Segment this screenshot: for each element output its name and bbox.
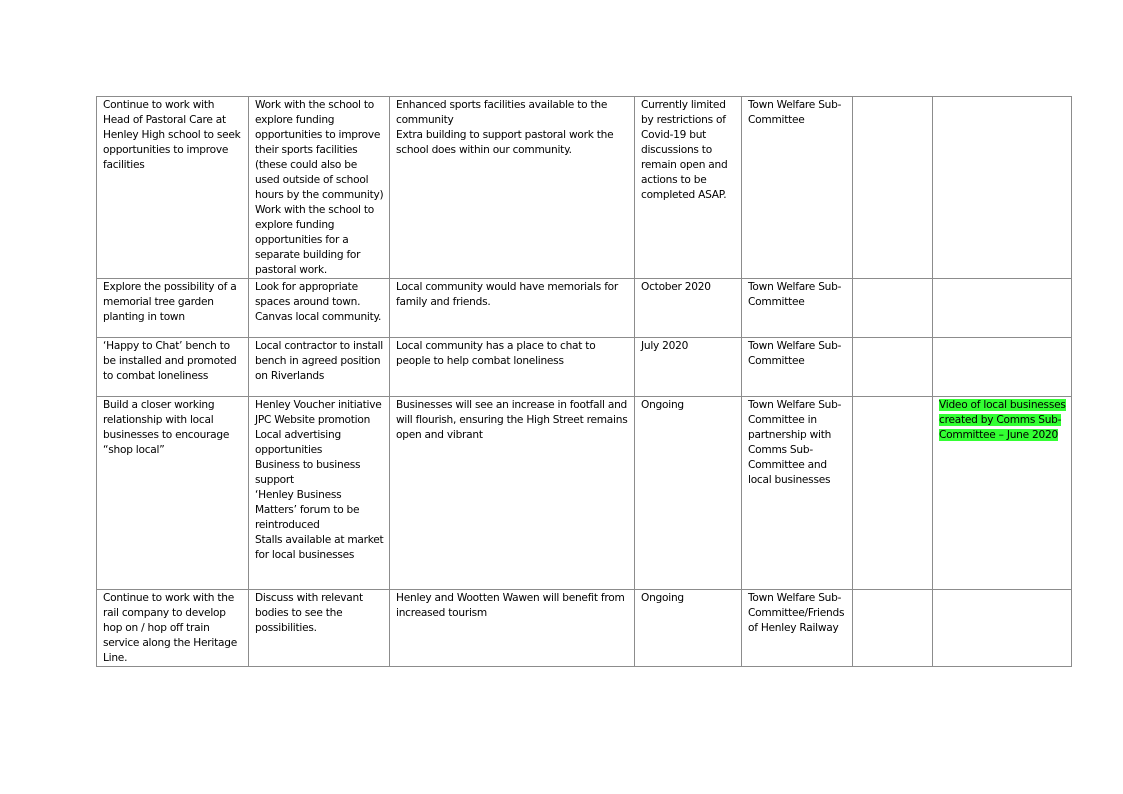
objective-cell: ‘Happy to Chat’ bench to be installed and promoted to combat loneliness [97, 338, 249, 397]
responsible-cell: Town Welfare Sub-Committee in partnership with Comms Sub-Committee and local businesses [742, 397, 853, 590]
responsible-cell: Town Welfare Sub-Committee [742, 338, 853, 397]
action-line: ‘Henley Business Matters’ forum to be reintroduced [255, 489, 360, 531]
actions-cell [249, 279, 390, 338]
timescale-cell: Ongoing [635, 397, 742, 590]
responsible-cell: Town Welfare Sub-Committee/Friends of Henley Railway [742, 590, 853, 667]
actions-cell [249, 397, 390, 590]
outcomes-cell [390, 97, 635, 279]
action-line: Henley Voucher initiative [255, 399, 382, 411]
action-line: Look for appropriate spaces around town. [255, 281, 361, 308]
outcome-line: Local community would have memorials for family and friends. [396, 281, 619, 308]
timescale-cell: Ongoing [635, 590, 742, 667]
empty-cell [853, 397, 933, 590]
actions-cell [249, 97, 390, 279]
responsible-cell: Town Welfare Sub-Committee [742, 279, 853, 338]
action-line: Stalls available at market for local businesses [255, 534, 384, 561]
action-line: Local advertising opportunities [255, 429, 341, 456]
table-row [97, 338, 1072, 397]
outcomes-cell [390, 338, 635, 397]
outcome-line: Enhanced sports facilities available to the community [396, 99, 608, 126]
table-row [97, 279, 1072, 338]
actions-cell [249, 590, 390, 667]
action-plan-table [96, 96, 1072, 667]
action-line: Work with the school to explore funding opportunities to improve their sports facilities (these could also be used outside of school hours by the community) [255, 99, 384, 201]
action-line: Business to business support [255, 459, 361, 486]
objective-cell: Continue to work with the rail company to develop hop on / hop off train service along the Heritage Line. [97, 590, 249, 667]
action-line: Local contractor to install bench in agreed position on Riverlands [255, 340, 383, 382]
empty-cell [853, 590, 933, 667]
outcome-line: Businesses will see an increase in footfall and will flourish, ensuring the High Street remains open and vibrant [396, 399, 628, 441]
progress-cell [933, 590, 1072, 667]
timescale-cell: October 2020 [635, 279, 742, 338]
progress-cell [933, 397, 1072, 590]
responsible-cell: Town Welfare Sub-Committee [742, 97, 853, 279]
action-line: Work with the school to explore funding opportunities for a separate building for pastoral work. [255, 204, 375, 276]
action-line: JPC Website promotion [255, 414, 371, 426]
progress-cell [933, 338, 1072, 397]
table-row [97, 590, 1072, 667]
empty-cell [853, 97, 933, 279]
objective-cell: Build a closer working relationship with local businesses to encourage “shop local” [97, 397, 249, 590]
highlighted-progress-note: Video of local businesses created by Comms Sub-Committee – June 2020 [939, 399, 1066, 441]
outcomes-cell [390, 590, 635, 667]
timescale-cell: Currently limited by restrictions of Covid-19 but discussions to remain open and actions to be completed ASAP. [635, 97, 742, 279]
outcomes-cell [390, 279, 635, 338]
outcome-line: Extra building to support pastoral work the school does within our community. [396, 129, 614, 156]
actions-cell [249, 338, 390, 397]
progress-cell [933, 97, 1072, 279]
objective-cell: Explore the possibility of a memorial tree garden planting in town [97, 279, 249, 338]
empty-cell [853, 279, 933, 338]
empty-cell [853, 338, 933, 397]
outcome-line: Henley and Wootten Wawen will benefit from increased tourism [396, 592, 625, 619]
table-row [97, 397, 1072, 590]
outcomes-cell [390, 397, 635, 590]
action-line: Canvas local community. [255, 311, 382, 323]
action-line: Discuss with relevant bodies to see the possibilities. [255, 592, 363, 634]
outcome-line: Local community has a place to chat to people to help combat loneliness [396, 340, 596, 367]
table-row [97, 97, 1072, 279]
objective-cell: Continue to work with Head of Pastoral Care at Henley High school to seek opportunities to improve facilities [97, 97, 249, 279]
timescale-cell: July 2020 [635, 338, 742, 397]
progress-cell [933, 279, 1072, 338]
